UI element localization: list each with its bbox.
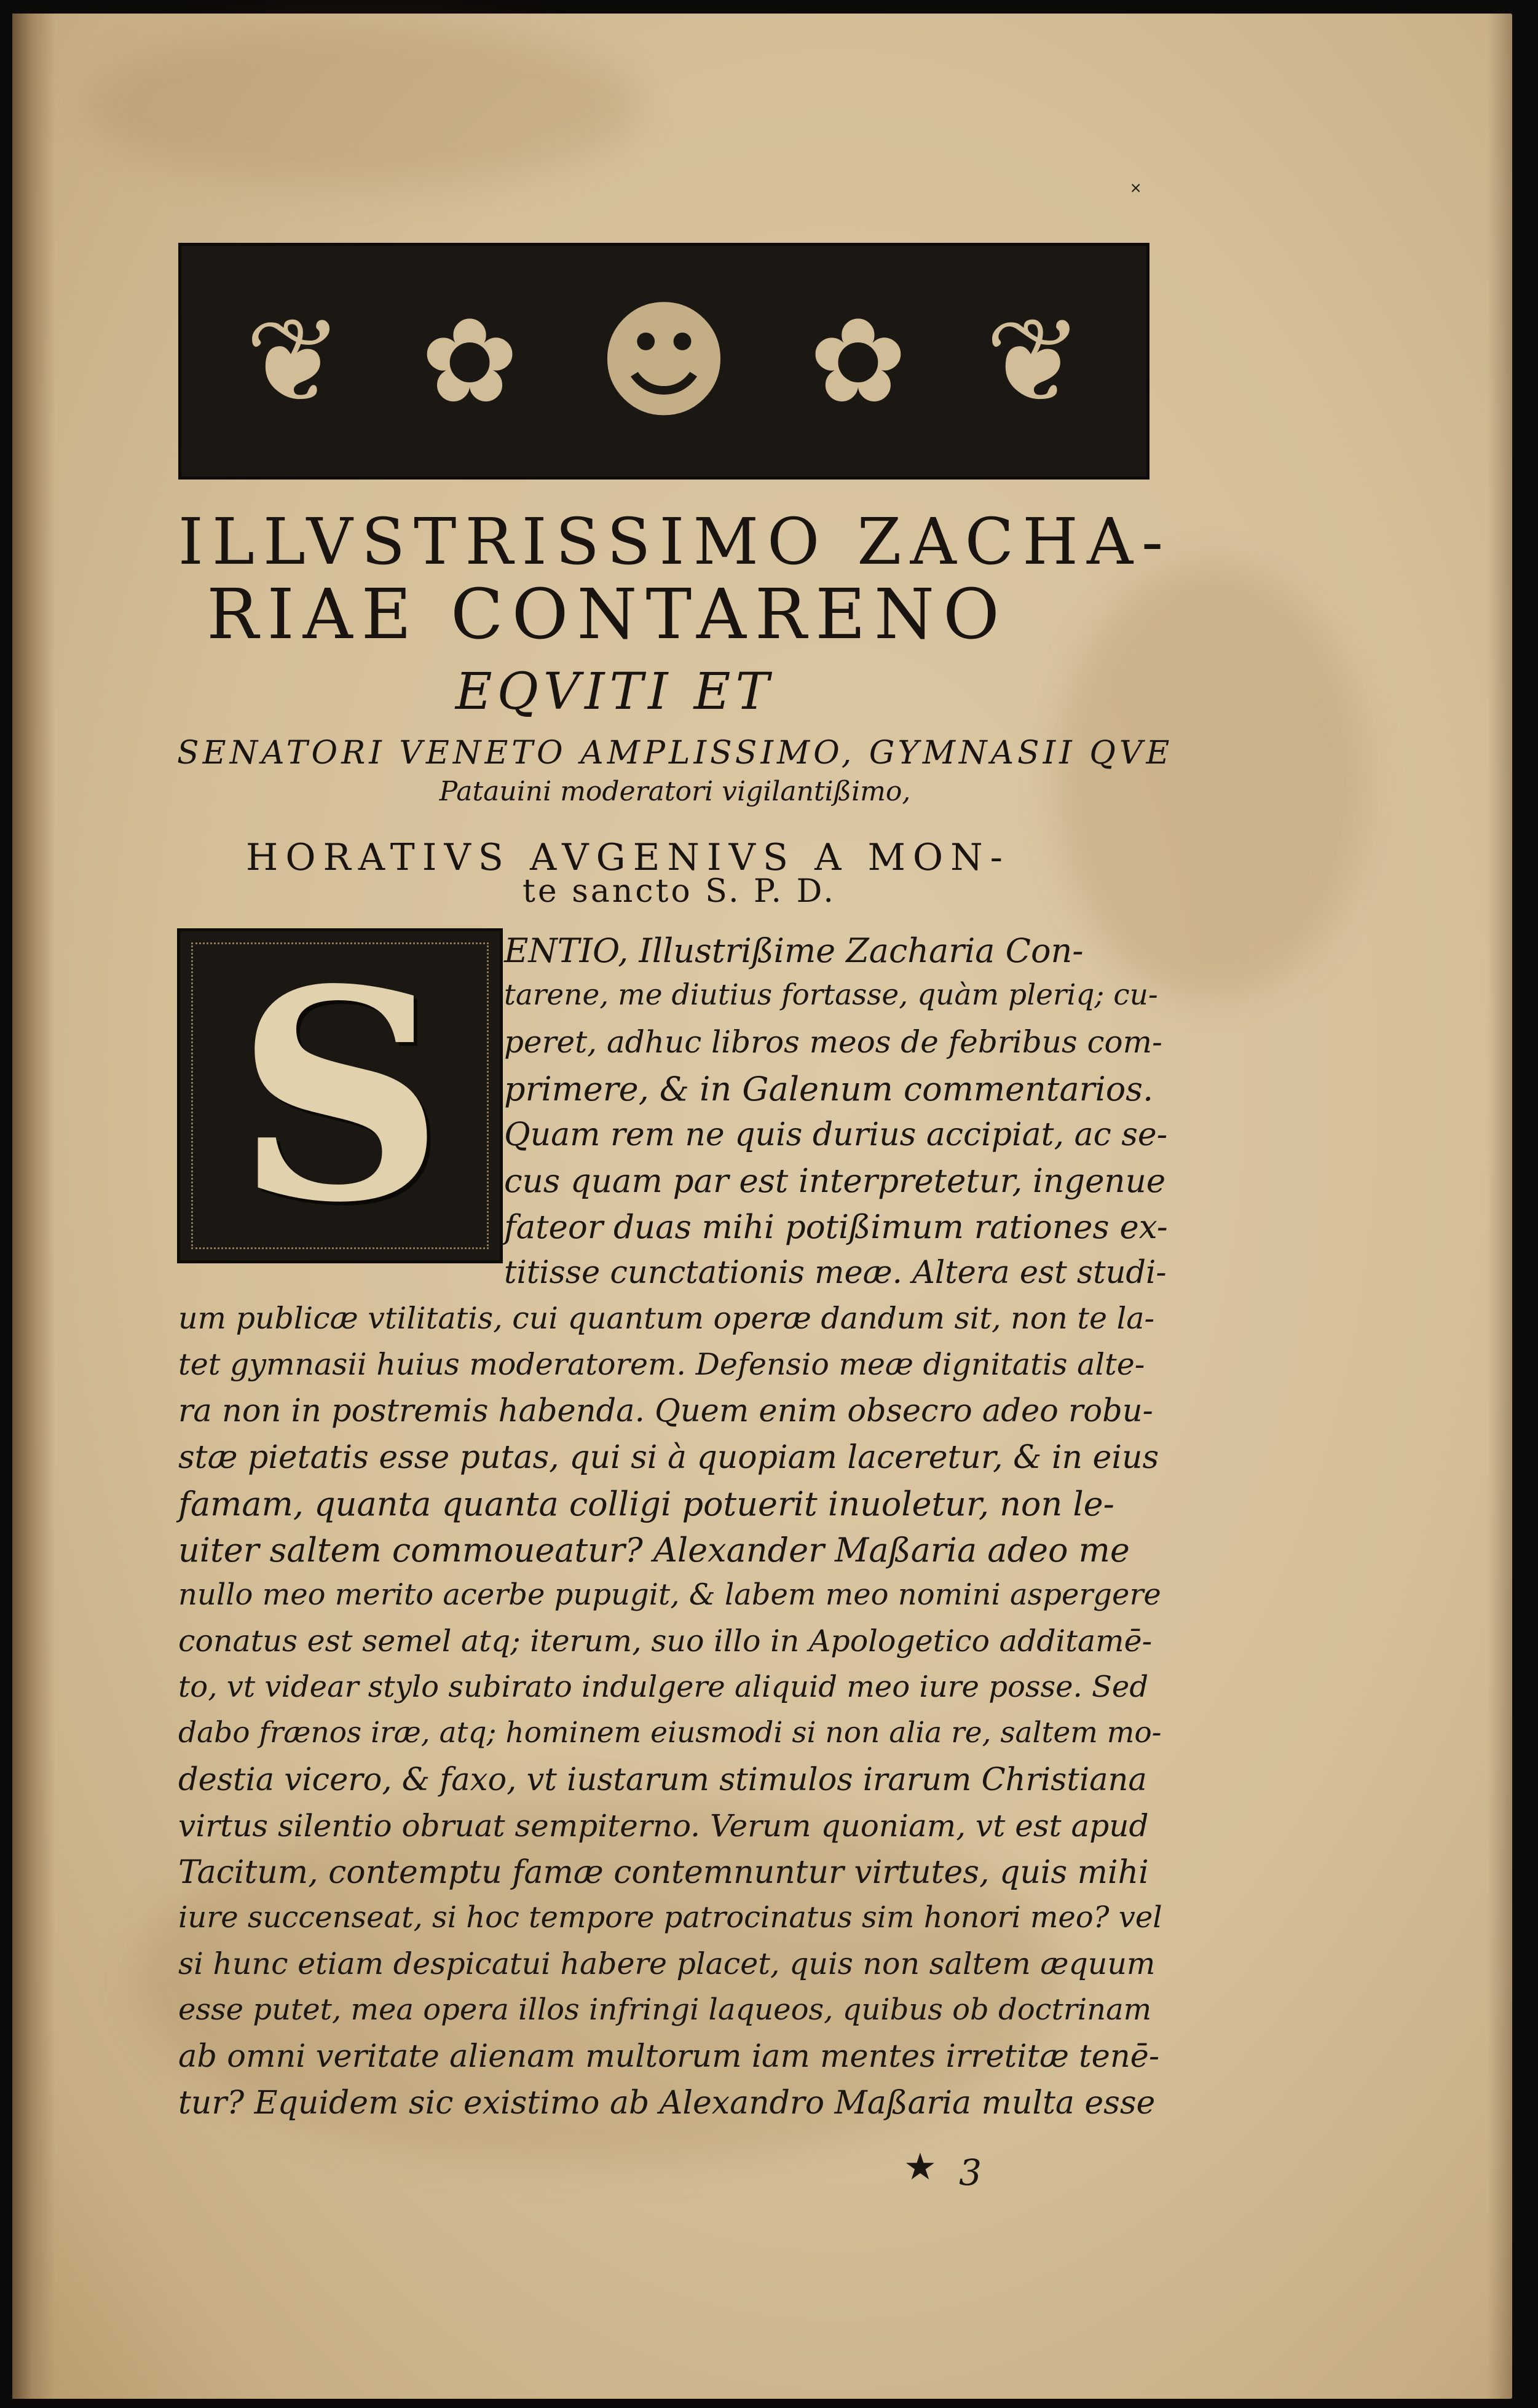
decorated-initial bbox=[177, 926, 503, 1266]
mask-ornament-icon: ☻ bbox=[596, 285, 732, 436]
woodcut-headpiece bbox=[178, 243, 1150, 480]
text-line: cus quam par est interpretetur, ingenue bbox=[504, 1163, 1166, 1200]
text-line: nullo meo merito acerbe pupugit, & labem meo nomini aspergere bbox=[178, 1577, 1161, 1612]
text-line: um publicæ vtilitatis, cui quantum operæ dandum sit, non te la- bbox=[178, 1301, 1155, 1336]
folio-number: 3 bbox=[959, 2152, 982, 2193]
paper-stain bbox=[86, 26, 639, 186]
author-line-continued: te sancto S. P. D. bbox=[523, 873, 836, 910]
text-line: primere, & in Galenum commentarios. bbox=[504, 1070, 1154, 1108]
text-line: ra non in postremis habenda. Quem enim obsecro adeo robu- bbox=[178, 1393, 1153, 1429]
text-line: tur? Equidem sic existimo ab Alexandro Maßaria multa esse bbox=[178, 2085, 1156, 2122]
page-edge-shadow bbox=[1488, 14, 1512, 2399]
foliage-ornament-icon: ❦ bbox=[985, 293, 1083, 429]
text-line: stæ pietatis esse putas, qui si à quopiam laceretur, & in eius bbox=[178, 1439, 1159, 1476]
text-line: tarene, me diutius fortasse, quàm pleriq; cu- bbox=[504, 978, 1158, 1012]
text-line: ENTIO, Illustrißime Zacharia Con- bbox=[504, 931, 1084, 970]
text-line: dabo frænos iræ, atq; hominem eiusmodi si non alia re, saltem mo- bbox=[178, 1716, 1162, 1750]
text-line: tet gymnasii huius moderatorem. Defensio meæ dignitatis alte- bbox=[178, 1347, 1145, 1382]
binding-gutter bbox=[12, 14, 55, 2399]
text-line: famam, quanta quanta colligi potuerit inuoletur, non le- bbox=[178, 1485, 1114, 1523]
dedication-title-line-1: ILLVSTRISSIMO ZACHA- bbox=[178, 504, 1172, 579]
text-line: to, vt videar stylo subirato indulgere aliquid meo iure posse. Sed bbox=[178, 1670, 1149, 1704]
dedication-title-line-5: Patauini moderatori vigilantißimo, bbox=[439, 776, 911, 807]
text-line: conatus est semel atq; iterum, suo illo in Apologetico additamē- bbox=[178, 1624, 1153, 1659]
author-line: HORATIVS AVGENIVS A MON- bbox=[246, 836, 1010, 879]
text-line: ab omni veritate alienam multorum iam mentes irretitæ tenē- bbox=[178, 2039, 1160, 2075]
dedication-title-line-2: RIAE CONTARENO bbox=[207, 575, 1008, 655]
text-line: Tacitum, contemptu famæ contemnuntur virtutes, quis mihi bbox=[178, 1854, 1149, 1891]
text-line: uiter saltem commoueatur? Alexander Maßaria adeo me bbox=[178, 1531, 1130, 1569]
flower-ornament-icon: ✿ bbox=[809, 293, 907, 429]
text-line: fateor duas mihi potißimum rationes ex- bbox=[504, 1209, 1168, 1246]
foliage-ornament-icon: ❦ bbox=[245, 293, 343, 429]
initial-letter: S bbox=[235, 926, 444, 1266]
text-line: si hunc etiam despicatui habere placet, quis non saltem æquum bbox=[178, 1946, 1156, 1981]
corner-mark: ˟ bbox=[1131, 179, 1141, 207]
text-line: iure succenseat, si hoc tempore patrocinatus sim honori meo? vel bbox=[178, 1900, 1162, 1935]
text-line: Quam rem ne quis durius accipiat, ac se- bbox=[504, 1116, 1168, 1153]
dedication-title-line-3: EQVITI ET bbox=[455, 663, 775, 721]
text-line: peret, adhuc libros meos de febribus com- bbox=[504, 1024, 1162, 1060]
text-line: destia vicero, & faxo, vt iustarum stimulos irarum Christiana bbox=[178, 1762, 1147, 1798]
text-line: virtus silentio obruat sempiterno. Verum quoniam, vt est apud bbox=[178, 1808, 1149, 1844]
text-line: titisse cunctationis meæ. Altera est studi- bbox=[504, 1255, 1167, 1291]
dedication-title-line-4: SENATORI VENETO AMPLISSIMO, GYMNASII QVE bbox=[177, 735, 1173, 772]
signature-mark-icon: ★ bbox=[904, 2145, 937, 2189]
text-line: esse putet, mea opera illos infringi laqueos, quibus ob doctrinam bbox=[178, 1992, 1152, 2027]
flower-ornament-icon: ✿ bbox=[420, 293, 519, 429]
